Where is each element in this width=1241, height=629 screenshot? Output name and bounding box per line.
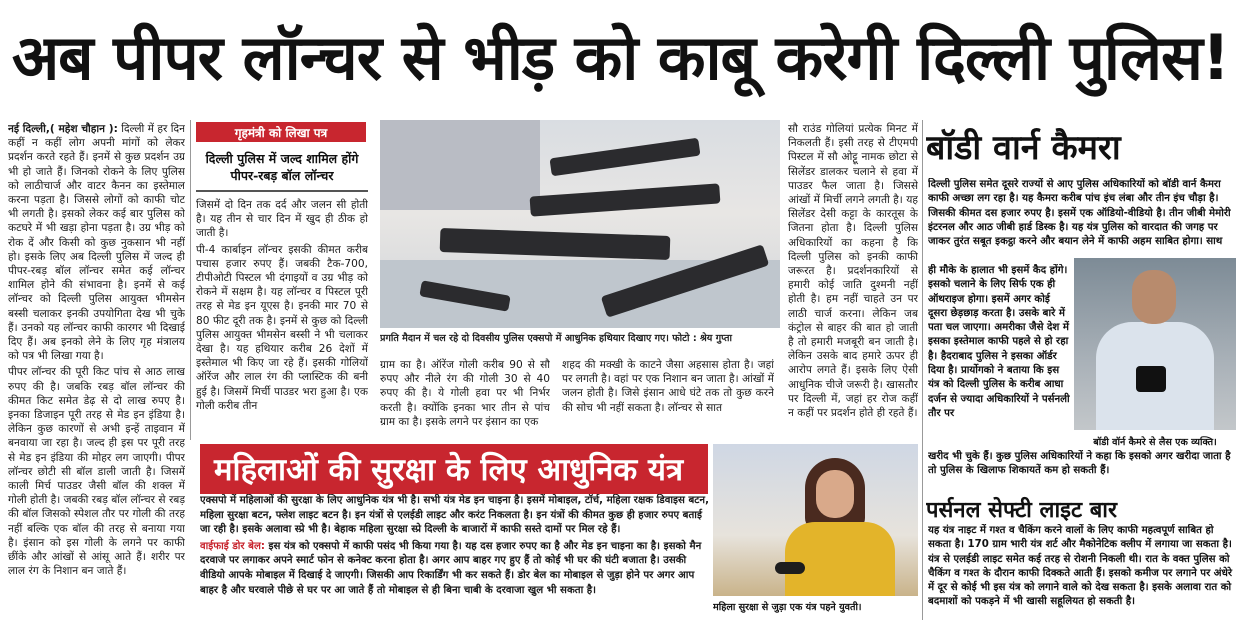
body-camera-paragraph-side: ही मौके के हालात भी इसमें कैद होंगे। इसको चलाने के लिए सिर्फ एक ही ऑथराइज होगा। इसमें अगर कोई दूसरा छेड़छाड़ करता है। उसके बारे में पता चल जाएगा। अमरीका जैसे देश में इसका इस्तेमाल काफी पहले से हो रहा है। हैदराबाद पुलिस ने इसका ऑर्डर दिया है। प्रार्योगको ने बताया कि इस यंत्र को दिल्ली पुलिस के करीब आधा दर्जन से ज्यादा अधिकारियों ने पर्सनली तौर पर <box>928 265 1070 419</box>
women-safety-text <box>200 494 710 618</box>
body-camera-headline: बॉडी वार्न कैमरा <box>926 128 1121 168</box>
personal-safety-paragraph: यह यंत्र नाइट में गश्त व चैकिंग करने वालों के लिए काफी महत्वपूर्ण साबित हो सकता है। 170 ग्राम भारी यंत्र शर्ट और मैकोनेटिक क्लीप में लगाया जा सकता है। यंत्र से एलईडी लाइट समेत कई तरह से रोशनी निकली थी। रात के वक्त पुलिस को चैकिंग व गश्त के दौरान काफी दिक्कते आती हैं। इसको कमीज पर लगाने पर अंधेरे में दूर से कोई भी इस यंत्र को लगाने वाले को देख सकता है। इसके अलावा रात को बदमाशों को पकड़ने में भी खासी सहूलियत हो सकती है। <box>928 525 1233 608</box>
divider <box>196 190 368 192</box>
column1-paragraph-1: दिल्ली में हर दिन कहीं न कहीं लोग अपनी मांगों को लेकर प्रदर्शन करते रहते हैं। इनमें से कुछ प्रदर्शन उग्र भी हो जाते हैं। जिनको रोकने के लिए पुलिस को लाठीचार्ज और वाटर कैनन का इस्तेमाल करना पड़ता है। जिससे लोगों को काफी चोट भी लगती है। इसको लेकर कई बार पुलिस को कटघरे में भी खड़ा होना पड़ता है। उग्र भीड़ को रोक दें और किसी को कुछ नुकसान भी नहीं हो। इसके लिए अब दिल्ली पुलिस में जल्द ही पीपर-रबड़ बॉल लॉन्चर समेत कई लॉन्चर शामिल होने की संभावना है। इनमें से कई लॉन्चर को दिल्ली पुलिस आयुक्त भीमसेन बस्सी चलाकर इनकी उपयोगिता देख भी चुके हैं। उनको यह लॉन्चर काफी कारगर भी दिखाई दिए हैं। अब इनको लेने के लिए गृह मंत्रालय को पत्र भी लिखा गया है। <box>8 123 185 363</box>
women-safety-paragraph-1: एक्सपो में महिलाओं की सुरक्षा के लिए आधुनिक यंत्र भी है। सभी यंत्र मेड इन चाइना है। इसमें मोबाइल, टॉर्च, महिला रक्षक डिवाइस बटन, महिला सुरक्षा बटन, फ्लेश लाइट बटन है। इन यंत्रों से एलईडी लाइट और करंट निकलता है। इन यंत्रों की कीमत कुछ ही हजार रुपए बताई जा रही है। इसके अलावा स्प्रे भी है। बेहाक महिला सुरक्षा स्प्रे दिल्ली के बाजारों में काफी सस्ते दामों पर मिल रहे हैं। <box>200 495 709 536</box>
weapons-display-photo <box>380 120 780 328</box>
dateline: नई दिल्ली,( महेश चौहान ): <box>8 123 118 135</box>
letter-kicker: गृहमंत्री को लिखा पत्र <box>196 122 366 142</box>
body-camera-photo-caption: बॉडी वॉर्न कैमरे से लैस एक व्यक्ति। <box>1093 437 1217 448</box>
article-column-4 <box>562 358 774 438</box>
women-safety-headline: महिलाओं की सुरक्षा के लिए आधुनिक यंत्र <box>200 444 708 494</box>
woman-photo-caption: महिला सुरक्षा से जुड़ा एक यंत्र पहने युवती। <box>713 602 862 613</box>
column-divider <box>922 120 923 620</box>
women-safety-paragraph-2: इस यंत्र को एक्सपो में काफी पसंद भी किया गया है। यह दस हजार रुपए का है और मेड इन चाइना का है। इसको मैन दरवाजे पर लगाकर अपने स्मार्ट फोन से कनेक्ट करना होता है। अगर आप बाहर गए हुए हैं तो कोई भी घर की घंटी बजाता है। उसकी वीडियो आपके मोबाइल में दिखाई दे जाएगी। जिसकी आप रिकार्डिंग भी कर सकते हैं। डोर बेल का मोबाइल से जुड़ा होने पर अगर आप बाहर है और घरवाले पीछे से घर पर आ जाते हैं तो मोबाइल से ही बिना चाबी के दरवाजा खुल भी सकता है। <box>200 540 702 596</box>
body-camera-paragraph-top: दिल्ली पुलिस समेत दूसरे राज्यों से आए पुलिस अधिकारियों को बॉडी वार्न कैमरा काफी अच्छा लग रहा है। यह कैमरा करीब पांच इंच लंबा और तीन इंच चौड़ा है। जिसकी कीमत दस हजार रुपए है। इसमें एक ऑडियो-वीडियो है। तीन जीबी मेमोरी इंटरनल और आठ जीबी हार्ड डिस्क है। यह यंत्र पुलिस को वारदात की जगह पर जाकर तुरंत सबूत इकट्ठा करने और बयान लेने में काफी अहम साबित होगा। साथ <box>928 179 1231 248</box>
article-column-2 <box>196 198 368 434</box>
body-camera-paragraph-bottom: खरीद भी चुके हैं। कुछ पुलिस अधिकारियों ने कहा कि इसको अगर खरीदा जाता है तो पुलिस के खिलाफ शिकायतें कम हो सकती हैं। <box>928 451 1231 477</box>
article-column-5 <box>788 122 918 434</box>
article-column-3 <box>380 358 550 438</box>
weapons-photo-caption: प्रगति मैदान में चल रहे दो दिवसीय पुलिस एक्सपो में आधुनिक हथियार दिखाए गए। फोटो : श्रेय गुप्ता <box>380 333 732 344</box>
doorbell-subhead: वाईफाई डोर बेल: <box>200 540 265 552</box>
column4-text: शहद की मक्खी के काटने जैसा अहसास होता है। जहां पर लगती है। वहां पर एक निशान बन जाता है। आंखों में जलन होती है। जिसे इंसान आधे घंटे तक तो कुछ करने की सोच भी नहीं सकता है। लॉन्चर से सात <box>562 359 774 414</box>
personal-safety-headline: पर्सनल सेफ्टी लाइट बार <box>926 498 1117 522</box>
article-column-1 <box>8 122 185 624</box>
column2-paragraph-1: जिसमें दो दिन तक दर्द और जलन सी होती है। यह तीन से चार दिन में खुद ही ठीक हो जाती है। <box>196 199 368 240</box>
column3-text: ग्राम का है। ऑरेंज गोली करीब 90 से सौ रुपए और नीले रंग की गोली 30 से 40 रुपए की है। ये गोली हवा पर भी निर्भर करती है। क्योंकि इनका भार तीन से पांच ग्राम का है। इसके लगने पर इंसान का एक <box>380 359 550 428</box>
letter-headline: दिल्ली पुलिस में जल्द शामिल होंगे पीपर-रबड़ बॉल लॉन्चर <box>205 151 359 183</box>
woman-device-photo <box>713 444 918 596</box>
body-camera-man-photo <box>1074 258 1236 430</box>
column1-paragraph-2: पीपर लॉन्चर की पूरी किट पांच से आठ लाख रुपए की है। जबकि रबड़ बॉल लॉन्चर की कीमत किट समेत डेढ़ से दो लाख रुपए है। इनका डिजाइन पूरी तरह से मेड इन इंडिया है। लेकिन कुछ कारणों से अभी इन्हें ताइवान में बनवाया जा रहा है। जल्द ही इस पर पूरी तरह से मेड इन इंडिया की मोहर लग जाएगी। पीपर लॉन्चर छोटी सी बॉल डाली जाती है। जिसमें काली मिर्च पाउडर जैसी बॉल की शक्ल में गोली होती है। जबकी रबड़ बॉल लॉन्चर से रबड़ की बॉल जिसको स्पेशल तौर पर गोली की तरह नहीं बल्कि एक बॉल की तरह से बनाया गया है। इंसान को इस गोली के लगने पर काफी छींके और आंखों से आंसू आते हैं। शरीर पर लाल रंग के निशान बन जाते हैं। <box>8 366 185 578</box>
column-divider <box>190 120 191 440</box>
page-headline: अब पीपर लॉन्चर से भीड़ को काबू करेगी दिल्ली पुलिस! <box>11 21 1230 94</box>
column5-text: सौ राउंड गोलियां प्रत्येक मिनट में निकलती हैं। इसी तरह से टीएमपी पिस्टल में सौ ओट्टू नामक छोटा से सिलेंडर डालकर चलाने से हवा में पाउडर फैल जाता है। जिससे आंखों में मिर्ची लगने लगती है। यह सिलेंडर देसी कट्टा के कारतूस के जितना होता है। दिल्ली पुलिस अधिकारियों का कहना है कि दिल्ली पुलिस को इनकी काफी जरूरत है। प्रदर्शनकारियों से हमारी कोई जाति दुश्मनी नहीं होती है। हम नहीं चाहते उन पर लाठी चार्ज करना। लेकिन जब कंट्रोल से बाहर की बात हो जाती है तो हमारी मजबूरी बन जाती है। लेकिन उसके बाद हमारे ऊपर ही आरोप लगते हैं। इसके लिए ऐसी आधुनिक चीजे जरूरी है। खासतौर पर दिल्ली में, जहां हर रोज कहीं न कहीं पर प्रदर्शन होते ही रहते हैं। <box>788 123 918 420</box>
column2-paragraph-2: पी-4 कार्बाइन लॉन्चर इसकी कीमत करीब पचास हजार रुपए हैं। जबकी टैक-700, टीपीओटी पिस्टल भी दंगाइयों व उग्र भीड़ को रोकने में सक्षम है। यह लॉन्चर व पिस्टल पूरी तरह से मेड इन यूएस है। इनकी मार 70 से 80 फीट दूरी तक है। इनमें से कुछ को दिल्ली पुलिस आयुक्त भीमसेन बस्सी ने भी चलाकर देखा है। यह हथियार करीब 26 देशों में इस्तेमाल भी किए जा रहे हैं। इसकी गोलियों ऑरेंज और लाल रंग की प्लास्टिक की बनी हुई है। जिसमें मिर्ची पाउडर भरा हुआ है। एक गोली करीब तीन <box>196 243 368 412</box>
